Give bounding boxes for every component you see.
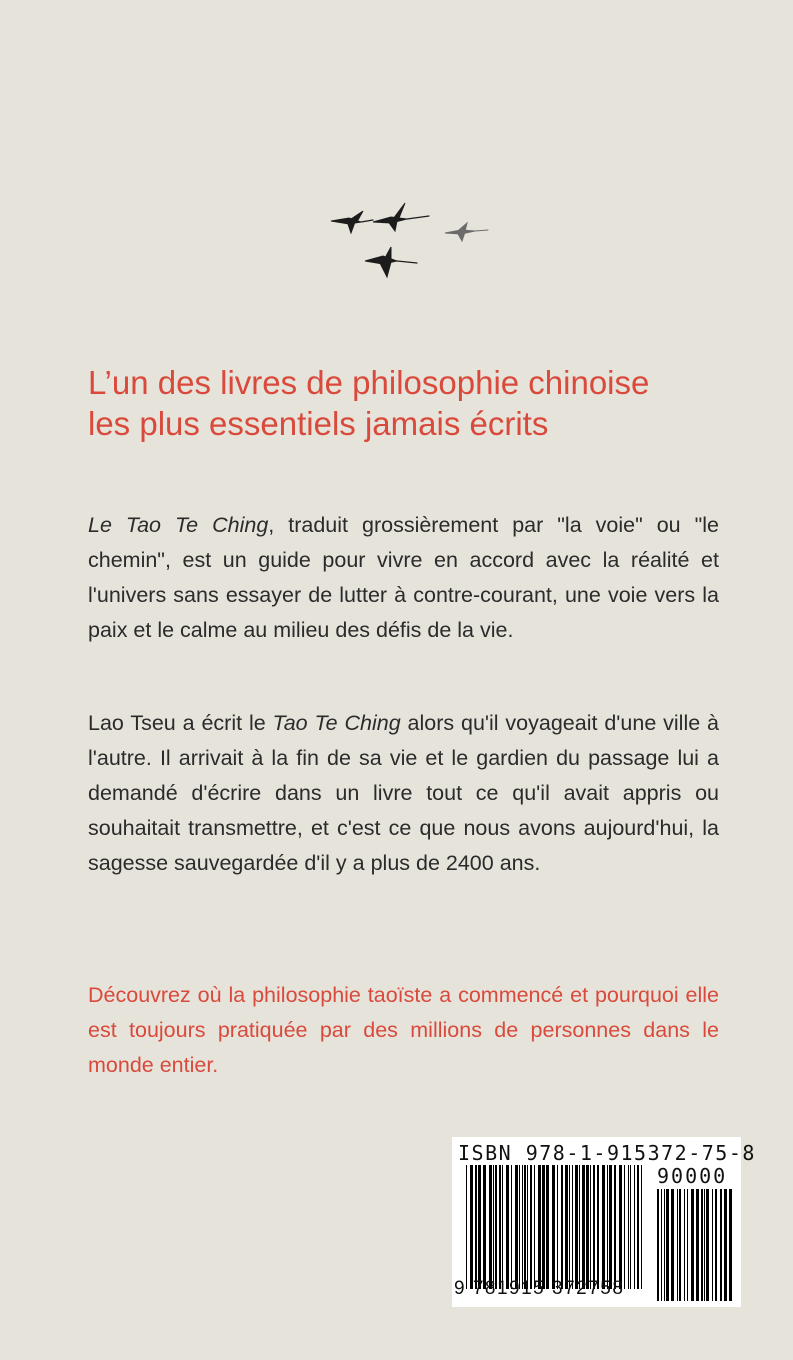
barcode-bar — [671, 1189, 674, 1301]
barcode-bar — [489, 1165, 492, 1289]
barcode-bar — [696, 1189, 699, 1301]
barcode-bar — [470, 1165, 473, 1289]
barcode-bar — [664, 1189, 665, 1301]
barcode-bar — [666, 1189, 669, 1301]
paragraph-1-text: , traduit grossièrement par "la voie" ou "le chemin", est un guide pour vivre en accord avec la réalité et l'univers sans essayer de lutter à contre-courant, une voie vers la paix et le calme au milieu des défis de la vie. — [88, 513, 720, 642]
barcode-bar — [628, 1165, 629, 1289]
barcode-bar — [527, 1165, 528, 1289]
barcode-bar — [619, 1165, 622, 1289]
barcode-bar — [534, 1165, 535, 1289]
barcode-bar — [687, 1189, 688, 1301]
barcode-bar — [466, 1165, 467, 1289]
book-title: Le Tao Te Ching — [88, 513, 269, 537]
barcode-bar — [720, 1189, 722, 1301]
barcode-bar — [679, 1189, 681, 1301]
description-paragraph-2 — [88, 706, 719, 881]
barcode-bar — [483, 1165, 486, 1289]
barcode-bar — [569, 1165, 570, 1289]
barcode-bar — [572, 1165, 573, 1289]
tagline — [88, 362, 768, 444]
barcode-bar — [506, 1165, 509, 1289]
barcode-bar — [546, 1165, 549, 1289]
barcode-bar — [579, 1165, 580, 1289]
barcode-bar — [561, 1165, 563, 1289]
barcode-bar — [565, 1165, 568, 1289]
ean-barcode-bars — [466, 1165, 644, 1289]
barcode-bar — [712, 1189, 713, 1301]
barcode-bar — [661, 1189, 662, 1301]
isbn-label: ISBN 978-1-915372-75-8 — [458, 1141, 756, 1165]
barcode-bar — [597, 1165, 599, 1289]
price-code: 90000 — [657, 1164, 728, 1188]
barcode-bar — [630, 1165, 631, 1289]
barcode-bar — [582, 1165, 585, 1289]
call-to-action: Découvrez où la philosophie taoïste a commencé et pourquoi elle est toujours pratiquée par des millions de personnes dans le monde entier. — [88, 983, 719, 1077]
barcode-bar — [641, 1165, 642, 1289]
barcode-bar — [475, 1165, 477, 1289]
paragraph-2-before: Lao Tseu a écrit le — [88, 711, 273, 735]
barcode-bar — [493, 1165, 494, 1289]
barcode-bar — [624, 1165, 625, 1289]
barcode-bar — [502, 1165, 503, 1289]
barcode-bar — [593, 1165, 595, 1289]
barcode-bar — [586, 1165, 589, 1289]
ean-digits: 9 781915 372758 — [454, 1278, 625, 1299]
isbn-barcode — [452, 1137, 756, 1307]
barcode-bar — [499, 1165, 501, 1289]
tagline-line-2: les plus essentiels jamais écrits — [88, 405, 549, 442]
barcode-bar — [478, 1165, 481, 1289]
barcode-bar — [677, 1189, 678, 1301]
barcode-bar — [634, 1165, 635, 1289]
barcode-bar — [602, 1165, 605, 1289]
barcode-bar — [609, 1165, 612, 1289]
barcode-bar — [590, 1165, 591, 1289]
tagline-line-1: L’un des livres de philosophie chinoise — [88, 364, 650, 401]
barcode-bar — [607, 1165, 608, 1289]
barcode-bar — [706, 1189, 709, 1301]
barcode-bar — [524, 1165, 526, 1289]
barcode-bar — [557, 1165, 558, 1289]
paragraph-2-after: alors qu'il voyageait d'une ville à l'autre. Il arrivait à la fin de sa vie et le gardien du passage lui a demandé d'écrire dans un livre tout ce qu'il avait appris ou souhaitait transmettre, et c'est ce que nous avons aujourd'hui, la sagesse sauvegardée d'il y a plus de 2400 ans. — [88, 711, 719, 875]
barcode-bar — [530, 1165, 532, 1289]
barcode-bar — [515, 1165, 518, 1289]
barcode-bar — [495, 1165, 497, 1289]
barcode-bar — [542, 1165, 545, 1289]
book-title-inline: Tao Te Ching — [272, 711, 401, 735]
barcode-bar — [657, 1189, 659, 1301]
barcode-bar — [729, 1189, 732, 1301]
barcode-bar — [575, 1165, 578, 1289]
barcode-bar — [519, 1165, 520, 1289]
barcode-bar — [701, 1189, 703, 1301]
barcode-bar — [691, 1189, 694, 1301]
barcode-bar — [522, 1165, 523, 1289]
barcode-bar — [511, 1165, 512, 1289]
barcode-bar — [552, 1165, 555, 1289]
barcode-bar — [538, 1165, 541, 1289]
barcode-bar — [614, 1165, 616, 1289]
addon-barcode-bars — [657, 1189, 735, 1301]
barcode-bar — [637, 1165, 639, 1289]
barcode-bar — [704, 1189, 705, 1301]
description-paragraph-1 — [88, 508, 719, 648]
barcode-bar — [724, 1189, 727, 1301]
flying-cranes-icon — [325, 195, 495, 285]
barcode-bar — [684, 1189, 685, 1301]
barcode-bar — [715, 1189, 717, 1301]
